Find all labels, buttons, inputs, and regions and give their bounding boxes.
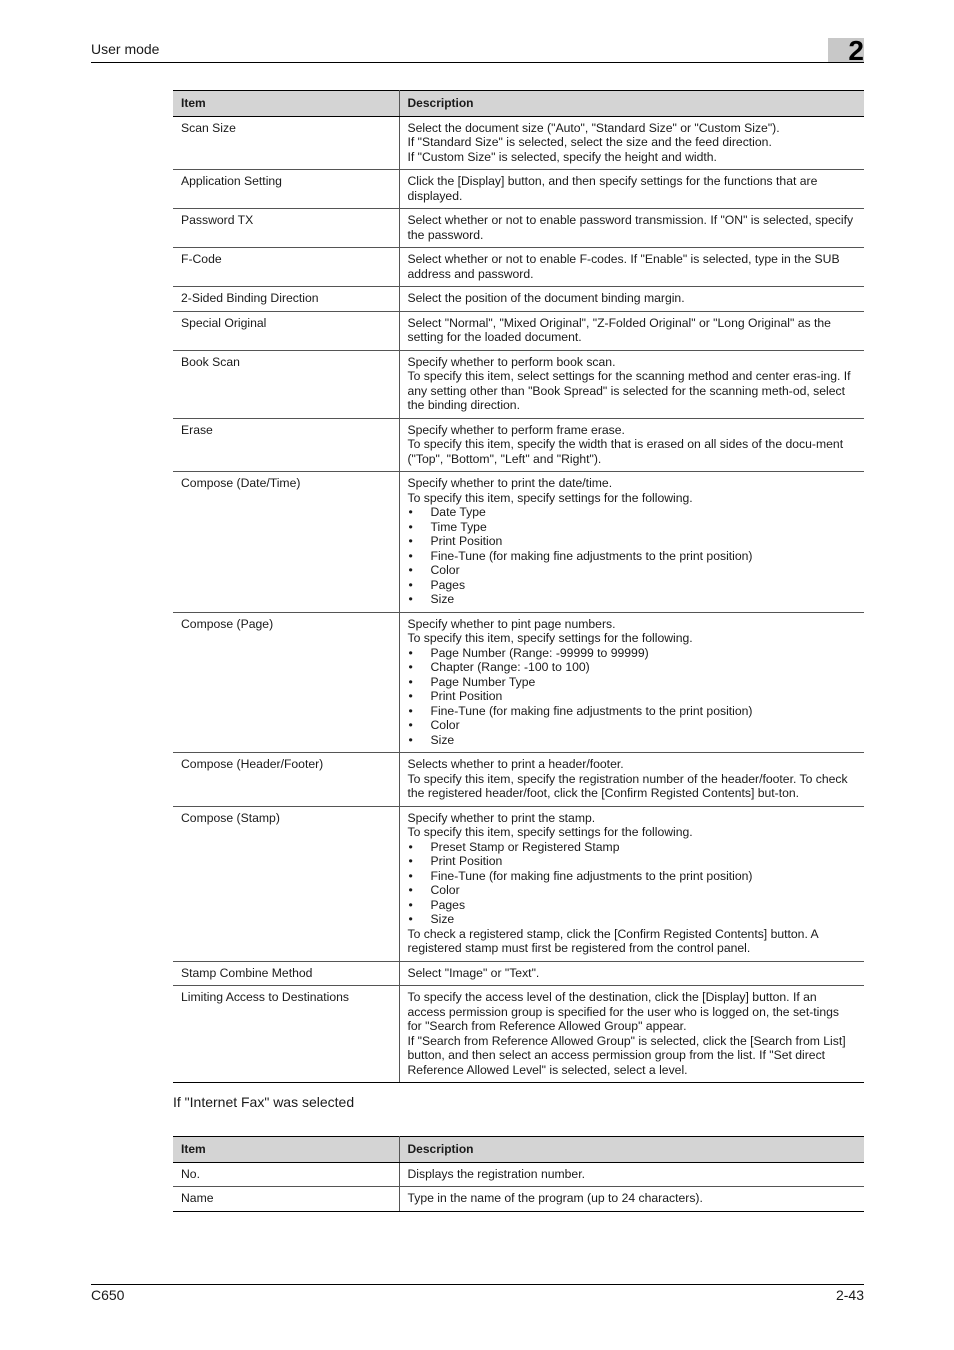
- description-cell: [399, 116, 864, 170]
- settings-table: [173, 90, 864, 1083]
- description-line: Specify whether to perform book scan.: [407, 354, 616, 369]
- description-line: Select the document size ("Auto", "Standard Size" or "Custom Size").: [407, 120, 780, 135]
- bullet-item: • Color: [408, 563, 857, 578]
- bullet-item: • Date Type: [408, 505, 857, 520]
- section-caption: If "Internet Fax" was selected: [173, 1094, 355, 1110]
- description-line: Select the position of the document binding margin.: [407, 291, 685, 305]
- header-rule: [91, 62, 864, 63]
- bullet-list: [408, 505, 857, 607]
- description-line: Specify whether to perform frame erase.: [407, 422, 625, 437]
- header-title: User mode: [91, 41, 160, 57]
- description-cell: [399, 209, 864, 248]
- column-header-description: Description: [399, 91, 864, 117]
- bullet-item: • Color: [408, 718, 857, 733]
- item-cell: Stamp Combine Method: [173, 961, 399, 986]
- item-cell: Compose (Date/Time): [173, 472, 399, 613]
- table-row: [173, 806, 864, 961]
- description-line: To check a registered stamp, click the [Confirm Registed Contents] button. A registered stamp must first be registered from the control panel.: [407, 926, 819, 955]
- bullet-list: [408, 646, 857, 748]
- footer-page-number: 2-43: [835, 1287, 864, 1303]
- item-cell: Password TX: [173, 209, 399, 248]
- bullet-item: • Print Position: [408, 854, 857, 869]
- description-line: To specify this item, specify the width that is erased on all sides of the docu-ment ("Top", "Bottom", "Left" and "Right").: [407, 437, 844, 466]
- table-row: [173, 753, 864, 807]
- item-cell: Book Scan: [173, 350, 399, 418]
- table-row: [173, 350, 864, 418]
- description-line: To specify this item, specify settings for the following.: [407, 631, 693, 645]
- table-row: [173, 1187, 864, 1212]
- description-line: If "Standard Size" is selected, select the size and the feed direction.: [407, 135, 772, 149]
- table-row: [173, 311, 864, 350]
- bullet-item: • Size: [408, 592, 857, 607]
- item-cell: Compose (Header/Footer): [173, 753, 399, 807]
- chapter-badge: [828, 35, 864, 66]
- table-row: [173, 418, 864, 472]
- description-line: Select "Image" or "Text".: [407, 965, 540, 980]
- description-line: Type in the name of the program (up to 24 characters).: [407, 1191, 703, 1205]
- item-cell: Name: [173, 1187, 399, 1212]
- bullet-item: • Print Position: [408, 689, 857, 704]
- table-row: [173, 961, 864, 986]
- column-header-item: Item: [173, 1137, 399, 1163]
- description-line: Specify whether to print the date/time.: [407, 476, 613, 490]
- item-cell: Limiting Access to Destinations: [173, 986, 399, 1083]
- table-header-row: [173, 1137, 864, 1163]
- bullet-item: • Page Number (Range: -99999 to 99999): [408, 646, 857, 661]
- bullet-item: • Color: [408, 883, 857, 898]
- description-line: Specify whether to print the stamp.: [407, 810, 596, 825]
- bullet-item: • Page Number Type: [408, 675, 857, 690]
- item-cell: Application Setting: [173, 170, 399, 209]
- footer-model: C650: [91, 1287, 125, 1303]
- bullet-list: [408, 840, 857, 927]
- table-row: [173, 1162, 864, 1187]
- item-cell: Compose (Stamp): [173, 806, 399, 961]
- bullet-item: • Print Position: [408, 534, 857, 549]
- bullet-item: • Pages: [408, 898, 857, 913]
- bullet-item: • Fine-Tune (for making fine adjustments to the print position): [408, 549, 857, 564]
- item-cell: F-Code: [173, 248, 399, 287]
- bullet-item: • Chapter (Range: -100 to 100): [408, 660, 857, 675]
- description-cell: [399, 806, 864, 961]
- item-cell: No.: [173, 1162, 399, 1187]
- description-cell: [399, 961, 864, 986]
- description-line: To specify this item, select settings for the scanning method and center eras-ing. If any setting other than "Book Spread" is selected for the scanning meth-od, select the binding direction.: [407, 369, 851, 412]
- table-row: [173, 287, 864, 312]
- description-line: Select whether or not to enable F-codes. If "Enable" is selected, type in the SUB address and password.: [407, 252, 840, 281]
- description-line: To specify the access level of the destination, click the [Display] button. If an access permission group is specified for the user who is logged on, the set-tings for "Search from Reference Allowed Group" appear.: [407, 990, 840, 1033]
- table-header-row: [173, 91, 864, 117]
- table-row: [173, 170, 864, 209]
- table-row: [173, 248, 864, 287]
- item-cell: 2-Sided Binding Direction: [173, 287, 399, 312]
- item-cell: Special Original: [173, 311, 399, 350]
- description-cell: [399, 418, 864, 472]
- description-cell: [399, 287, 864, 312]
- description-line: To specify this item, specify settings for the following.: [407, 490, 693, 505]
- chapter-number: 2: [848, 35, 864, 66]
- bullet-item: • Time Type: [408, 520, 857, 535]
- table-row: [173, 116, 864, 170]
- description-line: Select "Normal", "Mixed Original", "Z-Folded Original" or "Long Original" as the setting for the loaded document.: [407, 315, 831, 344]
- item-cell: Compose (Page): [173, 612, 399, 753]
- description-cell: [399, 612, 864, 753]
- description-line: Select whether or not to enable password transmission. If "ON" is selected, specify the password.: [407, 213, 854, 242]
- description-cell: [399, 1187, 864, 1212]
- footer-rule: [91, 1284, 864, 1285]
- description-line: If "Custom Size" is selected, specify the height and width.: [407, 149, 717, 164]
- description-cell: [399, 472, 864, 613]
- bullet-item: • Pages: [408, 578, 857, 593]
- column-header-description: Description: [399, 1137, 864, 1163]
- description-cell: [399, 1162, 864, 1187]
- table-row: [173, 986, 864, 1083]
- bullet-item: • Size: [408, 912, 857, 927]
- internet-fax-table: [173, 1136, 864, 1212]
- description-line: If "Search from Reference Allowed Group" is selected, click the [Search from List] button, and then select an access permission group from the list. If "Set direct Reference Allowed Level" is selected, select a level.: [407, 1033, 846, 1077]
- description-cell: [399, 753, 864, 807]
- description-cell: [399, 350, 864, 418]
- description-cell: [399, 248, 864, 287]
- description-line: Specify whether to pint page numbers.: [407, 616, 616, 631]
- bullet-item: • Fine-Tune (for making fine adjustments to the print position): [408, 869, 857, 884]
- description-line: Displays the registration number.: [407, 1166, 585, 1181]
- bullet-item: • Fine-Tune (for making fine adjustments to the print position): [408, 704, 857, 719]
- item-cell: Scan Size: [173, 116, 399, 170]
- table-row: [173, 209, 864, 248]
- column-header-item: Item: [173, 91, 399, 117]
- bullet-item: • Size: [408, 733, 857, 748]
- table-row: [173, 472, 864, 613]
- description-cell: [399, 986, 864, 1083]
- bullet-item: • Preset Stamp or Registered Stamp: [408, 840, 857, 855]
- description-cell: [399, 170, 864, 209]
- table-row: [173, 612, 864, 753]
- item-cell: Erase: [173, 418, 399, 472]
- description-line: Click the [Display] button, and then specify settings for the functions that are displayed.: [407, 174, 818, 203]
- description-line: To specify this item, specify the registration number of the header/footer. To check the registered header/foot, click the [Confirm Registed Contents] but-ton.: [407, 771, 848, 800]
- description-line: To specify this item, specify settings for the following.: [407, 825, 693, 839]
- description-cell: [399, 311, 864, 350]
- description-line: Selects whether to print a header/footer.: [407, 757, 624, 771]
